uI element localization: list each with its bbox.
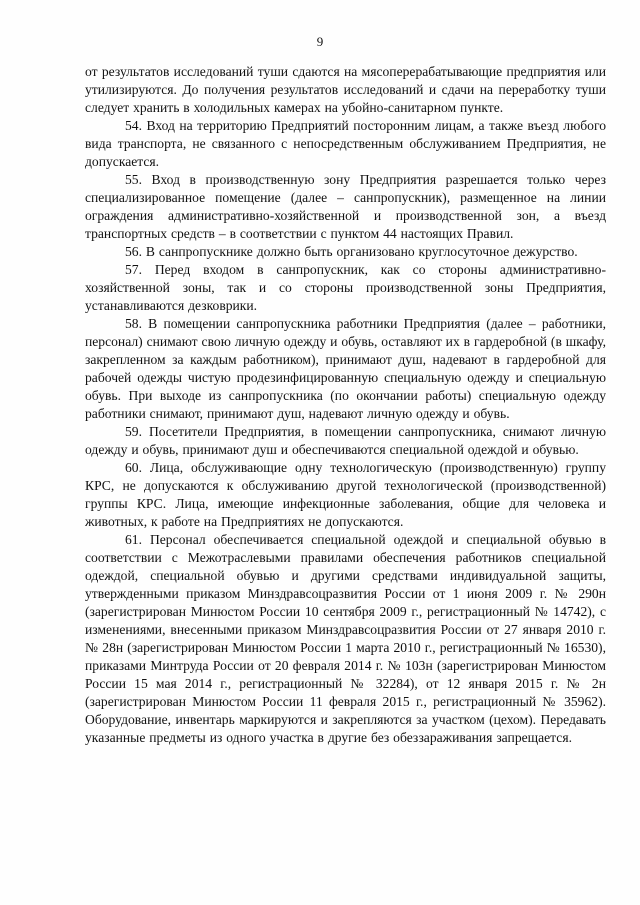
paragraph-58: 58. В помещении санпропускника работники Предприятия (далее – работники, персонал) снимают свою личную одежду и обувь, оставляют их в гардеробной (в шкафу, закрепленном за каждым работником), принимают душ, надевают в гардеробной для рабочей одежды чистую продезинфицированную специальную одежду и специальную обувь. При выходе из санпропускника (по окончании работы) специальную одежду работники снимают, принимают душ, надевают личную одежду и обувь. — [85, 316, 606, 421]
paragraph-57: 57. Перед входом в санпропускник, как со стороны административно-хозяйственной зоны, так и со стороны производственной зоны Предприятия, устанавливаются дезковрики. — [85, 262, 606, 313]
paragraph-59: 59. Посетители Предприятия, в помещении санпропускника, снимают личную одежду и обувь, принимают душ и обеспечиваются специальной одеждой и обувью. — [85, 424, 606, 457]
document-body — [85, 63, 606, 747]
paragraph-54: 54. Вход на территорию Предприятий посторонним лицам, а также въезд любого вида транспорта, не связанного с непосредственным обслуживанием Предприятия, не допускается. — [85, 118, 606, 169]
paragraph-55: 55. Вход в производственную зону Предприятия разрешается только через специализированное помещение (далее – санпропускник), размещенное на линии ограждения административно-хозяйственной и производственной зон, а въезд транспортных средств – в соответствии с пунктом 44 настоящих Правил. — [85, 172, 606, 241]
paragraph-60: 60. Лица, обслуживающие одну технологическую (производственную) группу КРС, не допускаются к обслуживанию другой технологической (производственной) группы КРС. Лица, имеющие инфекционные заболевания, общие для человека и животных, к работе на Предприятиях не допускаются. — [85, 460, 606, 529]
paragraph-61: 61. Персонал обеспечивается специальной одеждой и специальной обувью в соответствии с Межотраслевыми правилами обеспечения работников специальной одеждой, специальной обувью и другими средствами индивидуальной защиты, утвержденными приказом Минздравсоцразвития России от 1 июня 2009 г. № 290н (зарегистрирован Минюстом России 10 сентября 2009 г., регистрационный № 14742), с изменениями, внесенными приказом Минздравсоцразвития России от 27 января 2010 г. № 28н (зарегистрирован Минюстом России 1 марта 2010 г., регистрационный № 16530), приказами Минтруда России от 20 февраля 2014 г. № 103н (зарегистрирован Минюстом России 15 мая 2014 г., регистрационный № 32284), от 12 января 2015 г. № 2н (зарегистрирован Минюстом России 11 февраля 2015 г., регистрационный № 35962). Оборудование, инвентарь маркируются и закрепляются за участком (цехом). Передавать указанные предметы из одного участка в другие без обеззараживания запрещается. — [85, 532, 606, 745]
paragraph-continuation: от результатов исследований туши сдаются на мясоперерабатывающие предприятия или утилизируются. До получения результатов исследований и сдачи на переработку туши следует хранить в холодильных камерах на убойно-санитарном пункте. — [85, 64, 606, 115]
paragraph-56: 56. В санпропускнике должно быть организовано круглосуточное дежурство. — [125, 244, 578, 259]
page-number: 9 — [316, 34, 324, 49]
